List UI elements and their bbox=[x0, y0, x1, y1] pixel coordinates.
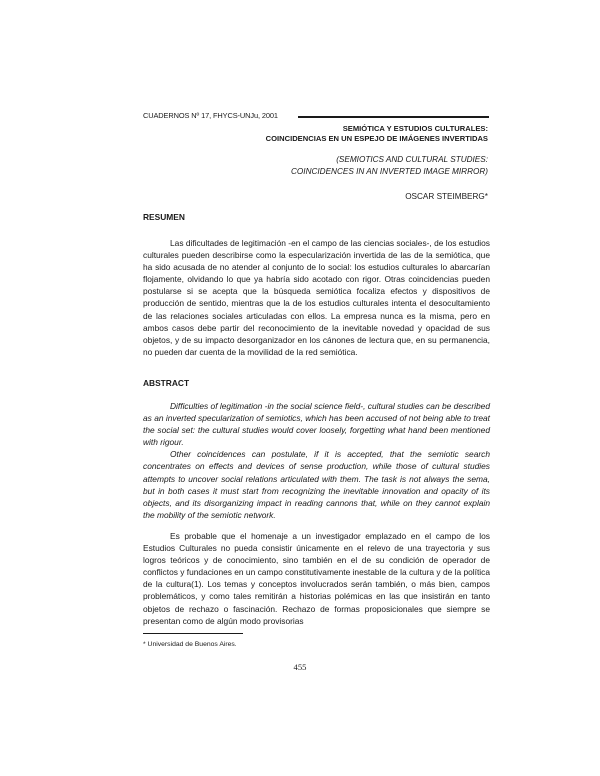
body-paragraph: Es probable que el homenaje a un investigador emplazado en el campo de los Estudios Culturales no pueda consistir únicamente en el relevo de una trayectoria y sus logros teóricos y de conocimiento, sino también en el de su condición de operador de conflictos y fundaciones en un campo constitutivamente inestable de la cultura y de la política de la cultura(1). Los temas y conceptos involucrados serán también, o más bien, campos problemáticos, y como tales remitirán a historias polémicas en las que insistirán en tanto objetos de rechazo o fascinación. Rechazo de formas proposicionales que siempre se presentan como de algún modo provisorias bbox=[143, 531, 490, 626]
author-name: OSCAR STEIMBERG* bbox=[405, 192, 488, 201]
abstract-paragraph-1: Difficulties of legitimation -in the social science field-, cultural studies can be described as an inverted specularization of semiotics, which has been accused of not being able to treat the social set: the cultural studies would cover loosely, forgetting what hand been mentioned with rigour. bbox=[143, 401, 490, 448]
resumen-paragraph: Las dificultades de legitimación -en el campo de las ciencias sociales-, de los estudios culturales pueden describirse como la especularización invertida de las de la semiótica, que ha sido acusada de no atender al conjunto de lo social: los estudios culturales lo abarcarían flojamente, olvidando lo que ya habría sido acotado con rigor. Otras coincidencias pueden postularse si se acepta que la búsqueda semiótica focaliza efectos y dispositivos de producción de sentido, mientras que la de los estudios culturales intenta el desocultamiento de las relaciones sociales articuladas con ellos. La empresa nunca es la misma, pero en ambos casos debe partir del reconocimiento de la inevitable novedad y opacidad de sus objetos, y de su impacto desorganizador en los cánones de lectura que, en su permanencia, no pueden dar cuenta de la movilidad de la red semiótica. bbox=[143, 238, 490, 357]
subtitle-line-2: COINCIDENCES IN AN INVERTED IMAGE MIRROR) bbox=[291, 167, 488, 176]
footnote-rule bbox=[143, 633, 243, 634]
abstract-text bbox=[143, 400, 490, 521]
resumen-heading: RESUMEN bbox=[143, 212, 185, 222]
header-rule bbox=[298, 116, 489, 118]
abstract-heading: ABSTRACT bbox=[143, 378, 190, 388]
footnote: * Universidad de Buenos Aires. bbox=[143, 641, 237, 648]
title-line-1: SEMIÓTICA Y ESTUDIOS CULTURALES: bbox=[342, 124, 488, 133]
title-line-2: COINCIDENCIAS EN UN ESPEJO DE IMÁGENES INVERTIDAS bbox=[265, 133, 488, 143]
subtitle-line-1: (SEMIOTICS AND CULTURAL STUDIES: bbox=[336, 155, 488, 164]
journal-header: CUADERNOS Nº 17, FHYCS-UNJu, 2001 bbox=[143, 111, 278, 120]
article-title bbox=[266, 124, 488, 143]
page-number: 455 bbox=[293, 662, 307, 672]
resumen-text bbox=[143, 237, 490, 358]
article-subtitle bbox=[291, 154, 488, 178]
body-text bbox=[143, 530, 490, 627]
abstract-paragraph-2: Other coincidences can postulate, if it is accepted, that the semiotic search concentrates on effects and devices of sense production, while those of cultural studies attempts to uncover social relations articulated with them. The task is not always the sema, but in both cases it must start from recognizing the inevitable innovation and opacity of its objects, and its disorganizing impact in reading cannons that, while on they cannot explain the mobility of the semiotic network. bbox=[143, 449, 490, 520]
